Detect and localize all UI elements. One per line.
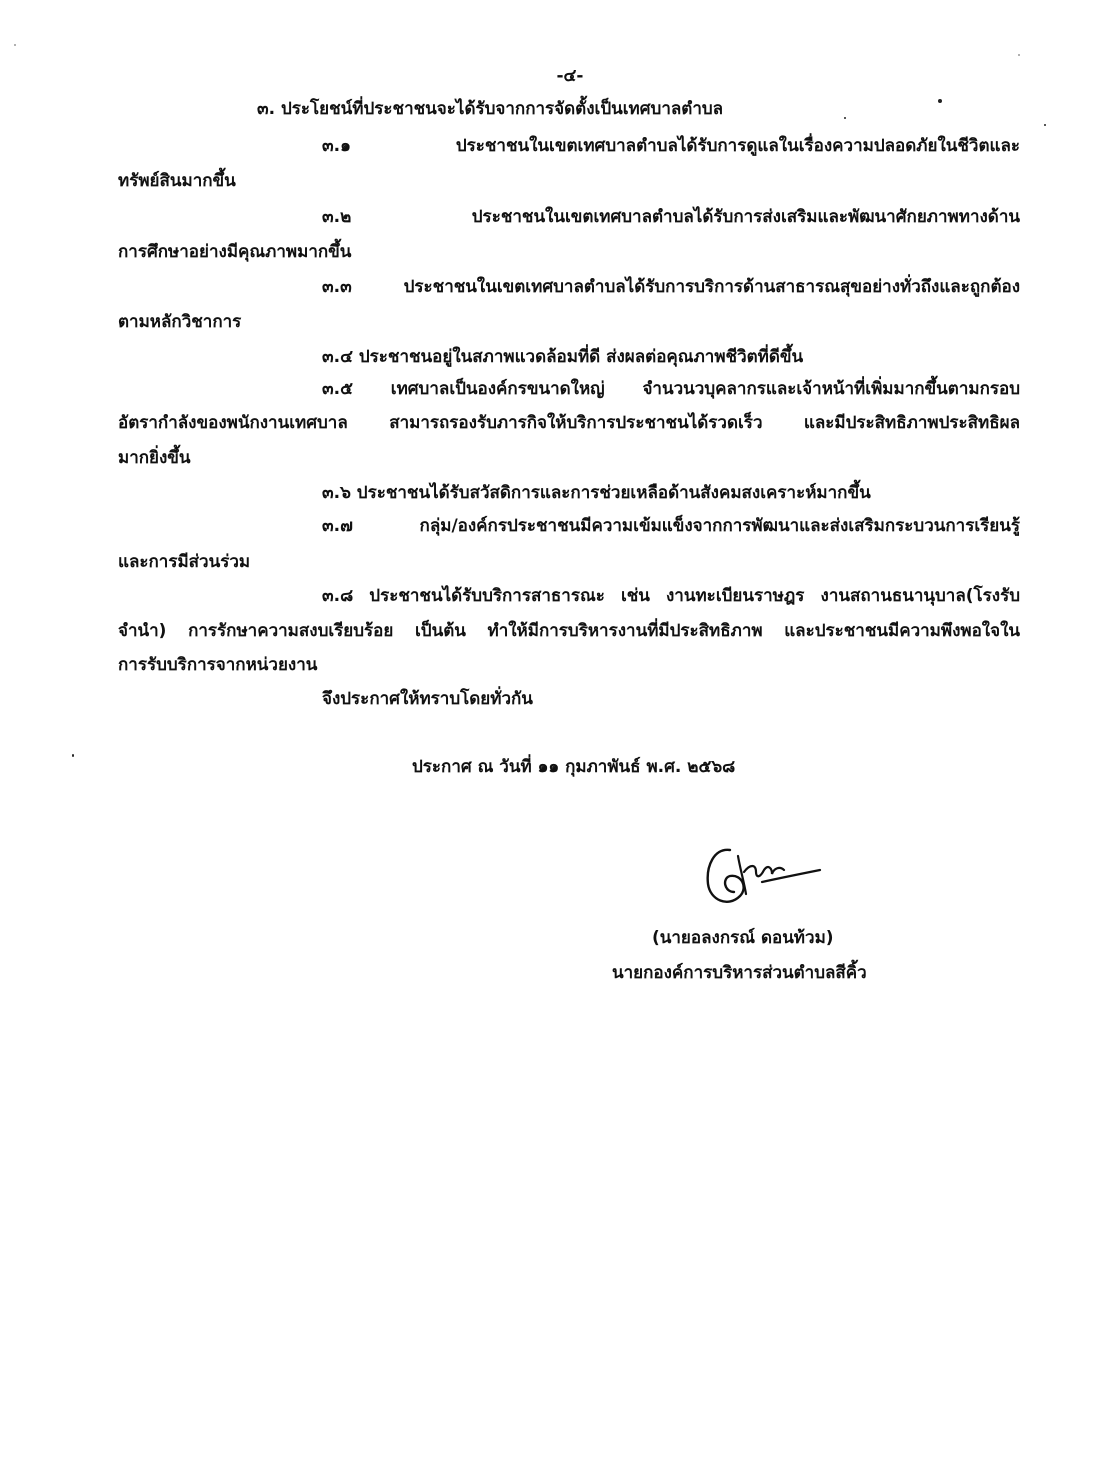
- closing-statement: จึงประกาศให้ทราบโดยทั่วกัน: [322, 689, 533, 709]
- section-heading: ๓. ประโยชน์ที่ประชาชนจะได้รับจากการจัดตั้งเป็นเทศบาลตำบล: [257, 99, 724, 119]
- page-number: -๔-: [556, 66, 584, 86]
- scan-speck: [938, 99, 942, 103]
- item-3-8-line-3: การรับบริการจากหน่วยงาน: [118, 655, 318, 675]
- item-3-5-line-3: มากยิ่งขึ้น: [118, 448, 191, 468]
- signer-title: นายกองค์การบริหารส่วนตำบลสีคิ้ว: [612, 963, 867, 983]
- item-3-3-line-1: ๓.๓ ประชาชนในเขตเทศบาลตำบลได้รับการบริการด้านสาธารณสุขอย่างทั่วถึงและถูกต้อง: [322, 277, 1020, 297]
- signature: [700, 838, 830, 918]
- item-3-4-line-1: ๓.๔ ประชาชนอยู่ในสภาพแวดล้อมที่ดี ส่งผลต่อคุณภาพชีวิตที่ดีขึ้น: [322, 347, 804, 367]
- item-3-8-line-1: ๓.๘ ประชาชนได้รับบริการสาธารณะ เช่น งานทะเบียนราษฎร งานสถานธนานุบาล(โรงรับ: [322, 586, 1020, 606]
- item-3-7-line-1: ๓.๗ กลุ่ม/องค์กรประชาชนมีความเข้มแข็งจากการพัฒนาและส่งเสริมกระบวนการเรียนรู้: [322, 516, 1020, 536]
- item-3-2-line-1: ๓.๒ ประชาชนในเขตเทศบาลตำบลได้รับการส่งเสริมและพัฒนาศักยภาพทางด้าน: [322, 207, 1020, 227]
- item-3-5-line-2: อัตรากำลังของพนักงานเทศบาล สามารถรองรับภารกิจให้บริการประชาชนได้รวดเร็ว และมีประสิทธิภาพประสิทธิผล: [118, 413, 1020, 433]
- item-3-8-line-2: จำนำ) การรักษาความสงบเรียบร้อย เป็นต้น ทำให้มีการบริหารงานที่มีประสิทธิภาพ และประชาชนมีความพึงพอใจใน: [118, 621, 1020, 641]
- scan-speck: [14, 44, 16, 46]
- item-3-1-line-1: ๓.๑ ประชาชนในเขตเทศบาลตำบลได้รับการดูแลในเรื่องความปลอดภัยในชีวิตและ: [322, 136, 1020, 156]
- item-3-6-line-1: ๓.๖ ประชาชนได้รับสวัสดิการและการช่วยเหลือด้านสังคมสงเคราะห์มากขึ้น: [322, 483, 871, 503]
- signer-name: (นายอลงกรณ์ ดอนท้วม): [652, 928, 834, 948]
- announcement-date: ประกาศ ณ วันที่ ๑๑ กุมภาพันธ์ พ.ศ. ๒๕๖๘: [412, 757, 736, 777]
- item-3-5-line-1: ๓.๕ เทศบาลเป็นองค์กรขนาดใหญ่ จำนวนวบุคลากรและเจ้าหน้าที่เพิ่มมากขึ้นตามกรอบ: [322, 379, 1020, 399]
- item-3-2-line-2: การศึกษาอย่างมีคุณภาพมากขึ้น: [118, 242, 352, 262]
- item-3-3-line-2: ตามหลักวิชาการ: [118, 312, 242, 332]
- scan-speck: [1018, 54, 1020, 56]
- scan-speck: [844, 117, 846, 119]
- scan-speck: [1044, 124, 1046, 126]
- item-3-7-line-2: และการมีส่วนร่วม: [118, 552, 251, 572]
- item-3-1-line-2: ทรัพย์สินมากขึ้น: [118, 171, 236, 191]
- scan-speck: [72, 754, 74, 757]
